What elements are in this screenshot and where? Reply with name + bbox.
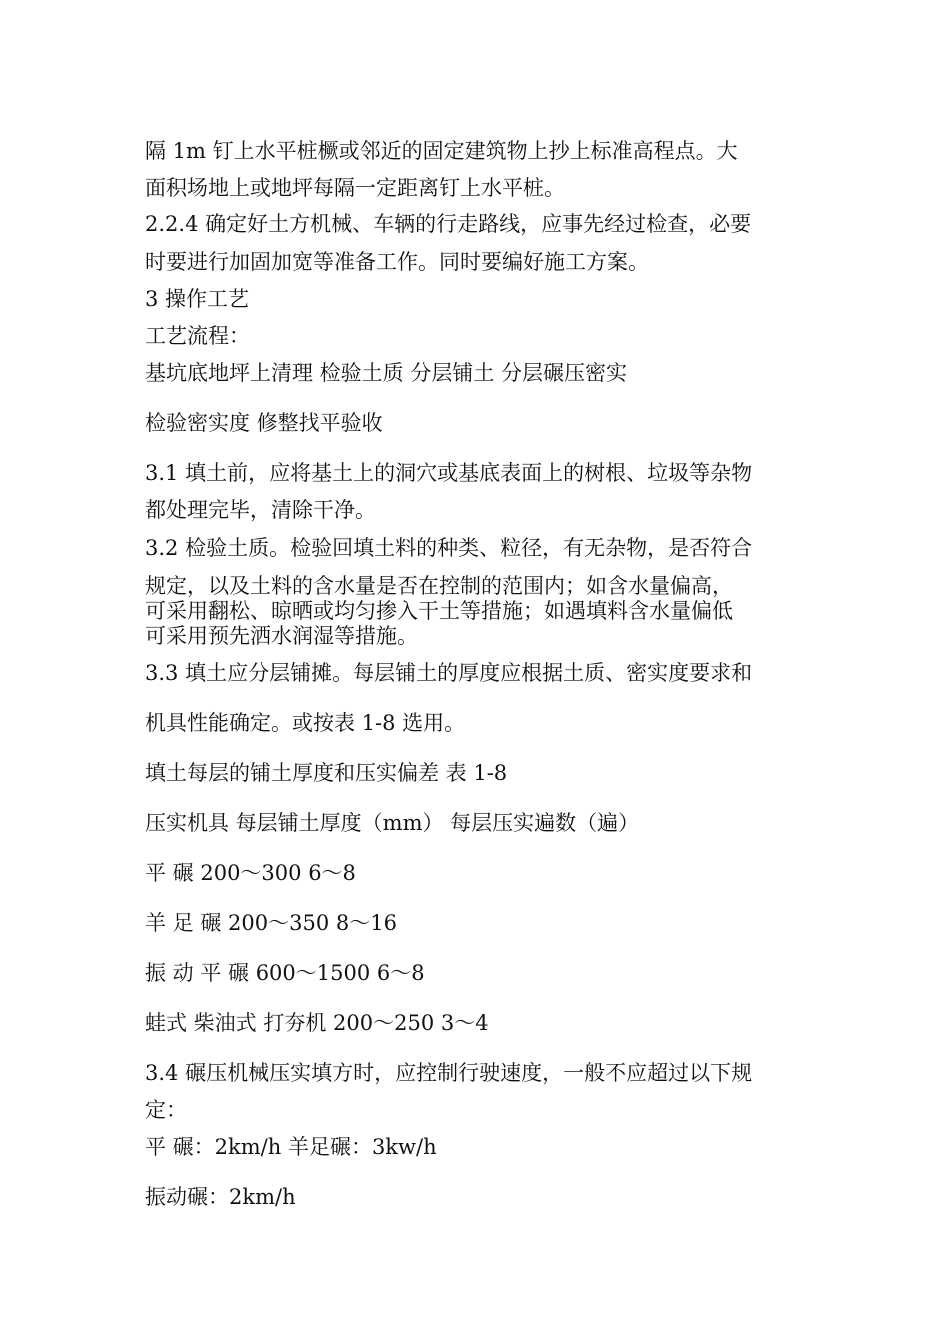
text-line: 2.2.4 确定好土方机械、车辆的行走路线，应事先经过检查，必要 [145, 212, 752, 236]
text-line: 隔 1m 钉上水平桩橛或邻近的固定建筑物上抄上标准高程点。大 [145, 139, 738, 163]
table-row: 羊 足 碾 200～350 8～16 [145, 911, 397, 935]
text-line: 3.1 填土前，应将基土上的洞穴或基底表面上的树根、垃圾等杂物 [145, 461, 753, 485]
table-title: 填土每层的铺土厚度和压实偏差 表 1-8 [145, 761, 508, 785]
text-line: 基坑底地坪上清理 检验土质 分层铺土 分层碾压密实 [145, 361, 628, 385]
text-line: 可采用翻松、晾晒或均匀掺入干土等措施；如遇填料含水量偏低 [145, 599, 733, 623]
text-line: 工艺流程： [145, 324, 250, 348]
text-line: 3.4 碾压机械压实填方时，应控制行驶速度，一般不应超过以下规 [145, 1061, 753, 1085]
table-row: 平 碾 200～300 6～8 [145, 861, 356, 885]
text-line: 3.3 填土应分层铺摊。每层铺土的厚度应根据土质、密实度要求和 [145, 661, 753, 685]
text-line: 都处理完毕，清除干净。 [145, 498, 376, 522]
text-line: 3.2 检验土质。检验回填土料的种类、粒径，有无杂物，是否符合 [145, 536, 753, 560]
text-line: 规定，以及土料的含水量是否在控制的范围内；如含水量偏高， [145, 574, 733, 598]
text-line: 时要进行加固加宽等准备工作。同时要编好施工方案。 [145, 250, 649, 274]
text-line: 平 碾：2km/h 羊足碾：3kw/h [145, 1135, 437, 1159]
text-line: 可采用预先洒水润湿等措施。 [145, 624, 418, 648]
table-header-row: 压实机具 每层铺土厚度（mm） 每层压实遍数（遍） [145, 811, 640, 835]
table-row: 蛙式 柴油式 打夯机 200～250 3～4 [145, 1011, 489, 1035]
text-line: 机具性能确定。或按表 1-8 选用。 [145, 711, 466, 735]
section-heading: 3 操作工艺 [145, 287, 250, 311]
text-line: 检验密实度 修整找平验收 [145, 411, 383, 435]
text-line: 面积场地上或地坪每隔一定距离钉上水平桩。 [145, 176, 565, 200]
text-line: 定： [145, 1098, 187, 1122]
text-line: 振动碾：2km/h [145, 1185, 296, 1209]
table-row: 振 动 平 碾 600～1500 6～8 [145, 961, 425, 985]
